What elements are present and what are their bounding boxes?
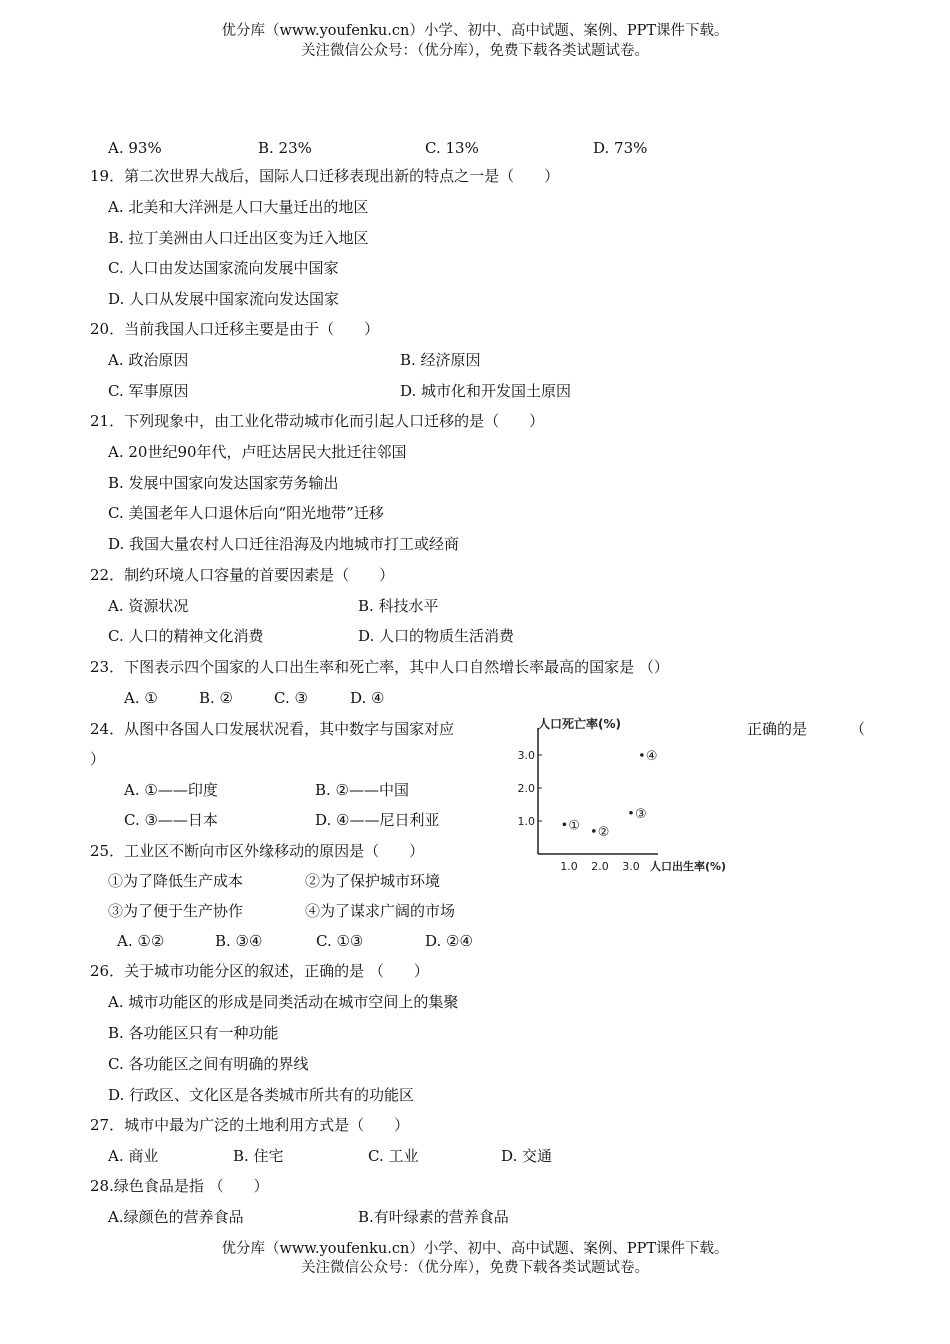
q19-option-c: C. 人口由发达国家流向发展中国家 <box>108 259 339 277</box>
q22-stem: 22．制约环境人口容量的首要因素是（ ） <box>90 566 395 584</box>
data-point-label-4: ④ <box>645 749 658 764</box>
q25-item-1: ①为了降低生产成本 <box>108 872 244 890</box>
q18-option-d: D. 73% <box>593 139 648 157</box>
x-tick-label: 1.0 <box>560 860 578 873</box>
q25-option-c: C. ①③ <box>316 932 364 950</box>
q25-item-3: ③为了便于生产协作 <box>108 902 244 920</box>
q28-option-b: B.有叶绿素的营养食品 <box>358 1208 509 1226</box>
q24-paren-close: ） <box>90 750 106 768</box>
q21-option-c: C. 美国老年人口退休后向“阳光地带”迁移 <box>108 504 384 522</box>
q24-option-c: C. ③——日本 <box>124 811 218 829</box>
q28-option-a: A.绿颜色的营养食品 <box>108 1208 244 1226</box>
footer-line-1: 优分库（www.youfenku.cn）小学、初中、高中试题、案例、PPT课件下载。 <box>221 1241 729 1257</box>
x-tick-label: 2.0 <box>591 860 609 873</box>
q22-option-c: C. 人口的精神文化消费 <box>108 627 264 645</box>
q19-stem: 19．第二次世界大战后，国际人口迁移表现出新的特点之一是（ ） <box>90 167 560 185</box>
q24-option-a: A. ①——印度 <box>124 781 218 799</box>
q18-option-c: C. 13% <box>425 139 479 157</box>
q23-option-d: D. ④ <box>350 689 385 707</box>
q25-option-a: A. ①② <box>117 932 165 950</box>
q24-option-d: D. ④——尼日利亚 <box>315 811 440 829</box>
q20-option-b: B. 经济原因 <box>400 351 481 369</box>
q21-option-b: B. 发展中国家向发达国家劳务输出 <box>108 474 339 492</box>
q23-stem: 23．下图表示四个国家的人口出生率和死亡率，其中人口自然增长率最高的国家是 （） <box>90 658 669 676</box>
q25-item-4: ④为了谋求广阔的市场 <box>305 902 456 920</box>
q28-stem: 28.绿色食品是指 （ ） <box>90 1177 269 1195</box>
q25-item-2: ②为了保护城市环境 <box>305 872 441 890</box>
q19-option-d: D. 人口从发展中国家流向发达国家 <box>108 290 340 308</box>
q24-stem-tail: 正确的是 <box>747 720 808 738</box>
q25-option-d: D. ②④ <box>425 932 473 950</box>
q26-option-a: A. 城市功能区的形成是同类活动在城市空间上的集聚 <box>108 993 459 1011</box>
q20-option-d: D. 城市化和开发国土原因 <box>400 382 572 400</box>
q24-stem: 24．从图中各国人口发展状况看，其中数字与国家对应 <box>90 720 455 738</box>
data-point-4 <box>640 753 644 757</box>
q27-option-c: C. 工业 <box>368 1147 419 1165</box>
q27-stem: 27．城市中最为广泛的土地利用方式是（ ） <box>90 1116 410 1134</box>
q23-option-a: A. ① <box>124 689 158 707</box>
q27-option-b: B. 住宅 <box>233 1147 284 1165</box>
q25-option-b: B. ③④ <box>215 932 263 950</box>
header-line-2: 关注微信公众号：（优分库），免费下载各类试题试卷。 <box>301 43 649 59</box>
header-line-1: 优分库（www.youfenku.cn）小学、初中、高中试题、案例、PPT课件下载。 <box>221 23 729 39</box>
q22-option-d: D. 人口的物质生活消费 <box>358 627 515 645</box>
q20-option-c: C. 军事原因 <box>108 382 189 400</box>
data-point-3 <box>629 811 633 815</box>
q18-option-b: B. 23% <box>258 139 312 157</box>
y-tick-label: 2.0 <box>517 782 535 795</box>
q26-option-b: B. 各功能区只有一种功能 <box>108 1024 279 1042</box>
q20-stem: 20．当前我国人口迁移主要是由于（ ） <box>90 320 380 338</box>
data-point-2 <box>592 829 596 833</box>
q21-option-a: A. 20世纪90年代，卢旺达居民大批迁往邻国 <box>108 443 407 461</box>
q22-option-a: A. 资源状况 <box>108 597 189 615</box>
q24-paren-open: （ <box>850 720 866 738</box>
data-point-label-3: ③ <box>635 806 647 822</box>
data-point-1 <box>563 823 567 827</box>
y-axis-label: 人口死亡率(%) <box>538 717 621 731</box>
birth-death-rate-chart <box>508 714 734 886</box>
y-tick-label: 1.0 <box>517 815 535 828</box>
q26-option-d: D. 行政区、文化区是各类城市所共有的功能区 <box>108 1086 415 1104</box>
q22-option-b: B. 科技水平 <box>358 597 439 615</box>
q18-option-a: A. 93% <box>108 139 162 157</box>
q19-option-a: A. 北美和大洋洲是人口大量迁出的地区 <box>108 198 369 216</box>
q27-option-a: A. 商业 <box>108 1147 159 1165</box>
q25-stem: 25．工业区不断向市区外缘移动的原因是（ ） <box>90 842 425 860</box>
q21-option-d: D. 我国大量农村人口迁往沿海及内地城市打工或经商 <box>108 535 460 553</box>
q26-stem: 26．关于城市功能分区的叙述，正确的是 （ ） <box>90 962 429 980</box>
data-point-label-2: ② <box>597 824 610 840</box>
footer-line-2: 关注微信公众号：（优分库），免费下载各类试题试卷。 <box>301 1260 649 1276</box>
q19-option-b: B. 拉丁美洲由人口迁出区变为迁入地区 <box>108 229 369 247</box>
q24-option-b: B. ②——中国 <box>315 781 410 799</box>
data-point-label-1: ① <box>568 818 581 834</box>
q26-option-c: C. 各功能区之间有明确的界线 <box>108 1055 309 1073</box>
q20-option-a: A. 政治原因 <box>108 351 189 369</box>
x-axis-label: 人口出生率(%) <box>650 860 727 873</box>
q21-stem: 21．下列现象中，由工业化带动城市化而引起人口迁移的是（ ） <box>90 412 545 430</box>
q23-option-b: B. ② <box>199 689 234 707</box>
q27-option-d: D. 交通 <box>501 1147 553 1165</box>
x-tick-label: 3.0 <box>622 860 640 873</box>
y-tick-label: 3.0 <box>517 749 535 762</box>
q23-option-c: C. ③ <box>274 689 308 707</box>
